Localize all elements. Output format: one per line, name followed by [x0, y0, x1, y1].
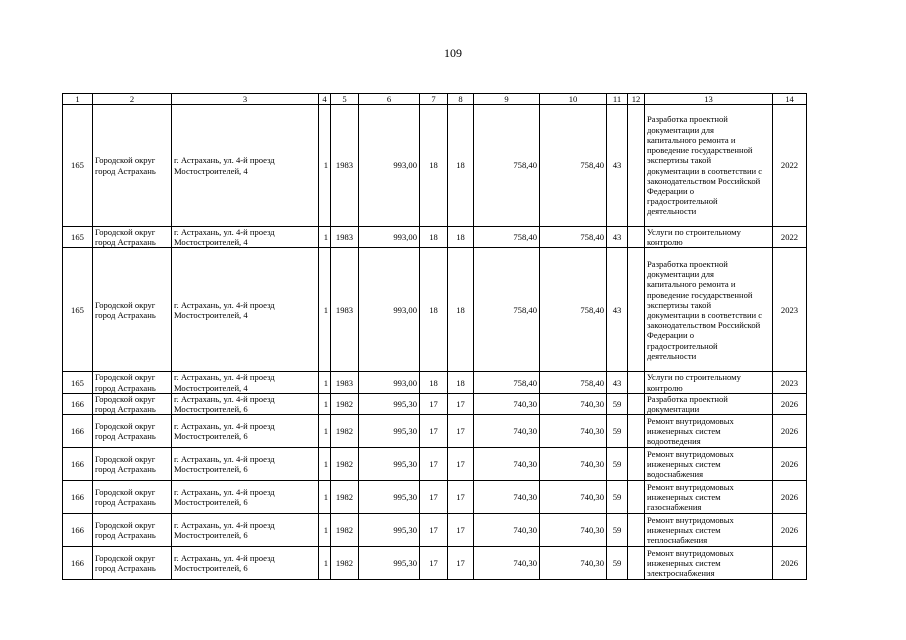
residents-count: 43 [607, 105, 628, 227]
municipality-line: Городской округ [95, 299, 156, 310]
col-4-value: 1 [319, 415, 331, 448]
total-area: 993,00 [359, 227, 420, 248]
col-7-value: 17 [420, 448, 448, 481]
col-8-value: 17 [448, 514, 474, 547]
living-area: 758,40 [474, 105, 540, 227]
address-line: г. Астрахань, ул. 4-й проезд [174, 372, 275, 383]
address [172, 227, 319, 248]
col-7-value: 17 [420, 393, 448, 414]
col-8-value: 17 [448, 393, 474, 414]
residential-area: 758,40 [540, 248, 607, 372]
municipality [93, 393, 172, 414]
address-line: Мостостроителей, 6 [174, 497, 248, 508]
residential-area: 740,30 [540, 514, 607, 547]
year-built: 1983 [331, 248, 359, 372]
work-type-line: Разработка проектной [647, 258, 728, 269]
residents-count: 59 [607, 415, 628, 448]
municipality-line: Городской округ [95, 421, 156, 432]
col-7-value: 17 [420, 514, 448, 547]
year-built: 1982 [331, 481, 359, 514]
col-7-value: 18 [420, 372, 448, 393]
work-type-line: водоснабжения [647, 469, 704, 480]
row-number: 165 [63, 248, 93, 372]
work-type-line: градостроительной [647, 340, 718, 351]
column-header-13: 13 [645, 94, 773, 105]
header-row [63, 94, 807, 105]
work-type-line: газоснабжения [647, 502, 702, 513]
work-type [645, 481, 773, 514]
residents-count: 43 [607, 227, 628, 248]
municipality-line: город Астрахань [95, 464, 156, 475]
work-type [645, 372, 773, 393]
work-type-line: градостроительной [647, 196, 718, 207]
work-type-line: Услуги по строительному [647, 372, 741, 383]
planned-year: 2026 [773, 514, 807, 547]
address-line: Мостостроителей, 6 [174, 530, 248, 541]
column-header-5: 5 [331, 94, 359, 105]
address-line: Мостостроителей, 4 [174, 165, 248, 176]
col-7-value: 17 [420, 415, 448, 448]
planned-year: 2022 [773, 105, 807, 227]
col-4-value: 1 [319, 248, 331, 372]
work-type-line: законодательством Российской [647, 320, 761, 331]
total-area: 995,30 [359, 481, 420, 514]
municipality [93, 105, 172, 227]
year-built: 1982 [331, 514, 359, 547]
work-type [645, 448, 773, 481]
col-4-value: 1 [319, 514, 331, 547]
column-header-2: 2 [93, 94, 172, 105]
work-type [645, 514, 773, 547]
municipality-line: Городской округ [95, 227, 156, 237]
col-8-value: 18 [448, 372, 474, 393]
work-type-line: Разработка проектной [647, 114, 728, 125]
col-8-value: 17 [448, 481, 474, 514]
column-header-9: 9 [474, 94, 540, 105]
column-header-12: 12 [628, 94, 645, 105]
col-12-value [628, 227, 645, 248]
col-12-value [628, 372, 645, 393]
address [172, 514, 319, 547]
municipality [93, 547, 172, 580]
col-7-value: 18 [420, 227, 448, 248]
residents-count: 59 [607, 481, 628, 514]
work-type-line: теплоснабжения [647, 535, 708, 546]
col-12-value [628, 248, 645, 372]
planned-year: 2022 [773, 227, 807, 248]
work-type-line: деятельности [647, 350, 697, 361]
work-type-line: документации для [647, 124, 714, 135]
work-type-line: проведение государственной [647, 145, 753, 156]
col-12-value [628, 415, 645, 448]
address-line: г. Астрахань, ул. 4-й проезд [174, 454, 275, 465]
col-4-value: 1 [319, 393, 331, 414]
col-12-value [628, 547, 645, 580]
work-type-line: Федерации о [647, 330, 695, 341]
municipality-line: город Астрахань [95, 237, 156, 248]
row-number: 165 [63, 227, 93, 248]
column-header-3: 3 [172, 94, 319, 105]
living-area: 758,40 [474, 372, 540, 393]
address [172, 372, 319, 393]
work-type-line: инженерных систем [647, 459, 721, 470]
work-type-line: проведение государственной [647, 289, 753, 300]
col-7-value: 18 [420, 248, 448, 372]
col-8-value: 17 [448, 448, 474, 481]
col-7-value: 17 [420, 481, 448, 514]
total-area: 995,30 [359, 415, 420, 448]
col-8-value: 18 [448, 105, 474, 227]
address-line: Мостостроителей, 4 [174, 382, 248, 393]
table-row [63, 227, 807, 248]
work-type-line: Услуги по строительному [647, 227, 741, 237]
work-type-line: деятельности [647, 206, 697, 217]
col-8-value: 17 [448, 547, 474, 580]
municipality-line: Городской округ [95, 520, 156, 531]
address-line: Мостостроителей, 4 [174, 237, 248, 248]
municipality [93, 415, 172, 448]
living-area: 740,30 [474, 448, 540, 481]
col-4-value: 1 [319, 105, 331, 227]
living-area: 758,40 [474, 248, 540, 372]
municipality-line: город Астрахань [95, 382, 156, 393]
work-type-line: Ремонт внутридомовых [647, 547, 734, 558]
planned-year: 2026 [773, 393, 807, 414]
residential-area: 758,40 [540, 372, 607, 393]
year-built: 1983 [331, 372, 359, 393]
year-built: 1982 [331, 415, 359, 448]
table-row [63, 248, 807, 372]
col-4-value: 1 [319, 481, 331, 514]
municipality-line: Городской округ [95, 553, 156, 564]
col-4-value: 1 [319, 547, 331, 580]
municipality-line: Городской округ [95, 372, 156, 383]
residents-count: 43 [607, 248, 628, 372]
row-number: 166 [63, 448, 93, 481]
address-line: г. Астрахань, ул. 4-й проезд [174, 155, 275, 166]
work-type [645, 105, 773, 227]
col-12-value [628, 514, 645, 547]
work-type-line: инженерных систем [647, 525, 721, 536]
work-type-line: контролю [647, 382, 683, 393]
work-type [645, 227, 773, 248]
work-type-line: Ремонт внутридомовых [647, 448, 734, 459]
work-type [645, 393, 773, 414]
residential-area: 740,30 [540, 448, 607, 481]
repair-program-table [62, 93, 807, 580]
work-type-line: Ремонт внутридомовых [647, 415, 734, 426]
address-line: Мостостроителей, 6 [174, 431, 248, 442]
municipality [93, 372, 172, 393]
address [172, 481, 319, 514]
living-area: 740,30 [474, 547, 540, 580]
residents-count: 59 [607, 547, 628, 580]
work-type-line: капитального ремонта и [647, 134, 736, 145]
residential-area: 740,30 [540, 481, 607, 514]
column-header-6: 6 [359, 94, 420, 105]
work-type-line: законодательством Российской [647, 175, 761, 186]
address [172, 415, 319, 448]
municipality [93, 514, 172, 547]
municipality [93, 227, 172, 248]
address-line: Мостостроителей, 6 [174, 563, 248, 574]
column-header-10: 10 [540, 94, 607, 105]
municipality-line: Городской округ [95, 487, 156, 498]
address [172, 448, 319, 481]
address [172, 547, 319, 580]
col-7-value: 18 [420, 105, 448, 227]
residents-count: 59 [607, 514, 628, 547]
row-number: 166 [63, 415, 93, 448]
work-type-line: Ремонт внутридомовых [647, 481, 734, 492]
total-area: 995,30 [359, 448, 420, 481]
col-8-value: 17 [448, 415, 474, 448]
living-area: 740,30 [474, 481, 540, 514]
municipality-line: город Астрахань [95, 309, 156, 320]
row-number: 166 [63, 547, 93, 580]
total-area: 993,00 [359, 372, 420, 393]
year-built: 1982 [331, 393, 359, 414]
work-type-line: документации для [647, 269, 714, 280]
planned-year: 2026 [773, 415, 807, 448]
work-type-line: Федерации о [647, 185, 695, 196]
col-12-value [628, 393, 645, 414]
address-line: г. Астрахань, ул. 4-й проезд [174, 553, 275, 564]
table-row [63, 481, 807, 514]
work-type [645, 248, 773, 372]
col-8-value: 18 [448, 248, 474, 372]
total-area: 995,30 [359, 514, 420, 547]
planned-year: 2026 [773, 547, 807, 580]
row-number: 166 [63, 481, 93, 514]
col-4-value: 1 [319, 448, 331, 481]
year-built: 1982 [331, 448, 359, 481]
address-line: Мостостроителей, 6 [174, 404, 248, 415]
column-header-8: 8 [448, 94, 474, 105]
work-type-line: капитального ремонта и [647, 279, 736, 290]
municipality-line: город Астрахань [95, 404, 156, 415]
total-area: 995,30 [359, 393, 420, 414]
work-type-line: контролю [647, 237, 683, 248]
col-12-value [628, 105, 645, 227]
work-type-line: электроснабжения [647, 568, 715, 579]
col-4-value: 1 [319, 372, 331, 393]
work-type-line: инженерных систем [647, 492, 721, 503]
page-number: 109 [444, 46, 462, 60]
municipality-line: город Астрахань [95, 165, 156, 176]
table-row [63, 415, 807, 448]
work-type-line: инженерных систем [647, 426, 721, 437]
total-area: 993,00 [359, 248, 420, 372]
column-header-1: 1 [63, 94, 93, 105]
living-area: 758,40 [474, 227, 540, 248]
work-type-line: экспертизы такой [647, 299, 712, 310]
row-number: 165 [63, 105, 93, 227]
address-line: Мостостроителей, 4 [174, 309, 248, 320]
work-type [645, 415, 773, 448]
address-line: г. Астрахань, ул. 4-й проезд [174, 227, 275, 237]
address-line: г. Астрахань, ул. 4-й проезд [174, 421, 275, 432]
living-area: 740,30 [474, 393, 540, 414]
residential-area: 740,30 [540, 415, 607, 448]
municipality [93, 448, 172, 481]
address-line: г. Астрахань, ул. 4-й проезд [174, 520, 275, 531]
residential-area: 740,30 [540, 547, 607, 580]
table-body [63, 105, 807, 580]
table-row [63, 105, 807, 227]
col-12-value [628, 481, 645, 514]
planned-year: 2023 [773, 248, 807, 372]
municipality-line: город Астрахань [95, 530, 156, 541]
work-type-line: Ремонт внутридомовых [647, 514, 734, 525]
address-line: г. Астрахань, ул. 4-й проезд [174, 487, 275, 498]
work-type-line: документации [647, 404, 700, 415]
table-row [63, 514, 807, 547]
municipality-line: Городской округ [95, 454, 156, 465]
column-header-14: 14 [773, 94, 807, 105]
row-number: 166 [63, 393, 93, 414]
municipality [93, 481, 172, 514]
municipality-line: город Астрахань [95, 563, 156, 574]
address-line: г. Астрахань, ул. 4-й проезд [174, 299, 275, 310]
work-type-line: экспертизы такой [647, 155, 712, 166]
residents-count: 59 [607, 393, 628, 414]
work-type-line: документации в соответствии с [647, 309, 763, 320]
col-4-value: 1 [319, 227, 331, 248]
municipality [93, 248, 172, 372]
planned-year: 2026 [773, 481, 807, 514]
planned-year: 2026 [773, 448, 807, 481]
residents-count: 59 [607, 448, 628, 481]
table-row [63, 448, 807, 481]
row-number: 166 [63, 514, 93, 547]
municipality-line: Городской округ [95, 155, 156, 166]
table-header [63, 94, 807, 105]
work-type-line: водоотведения [647, 436, 701, 447]
municipality-line: город Астрахань [95, 431, 156, 442]
address-line: г. Астрахань, ул. 4-й проезд [174, 393, 275, 404]
residential-area: 740,30 [540, 393, 607, 414]
municipality-line: Городской округ [95, 393, 156, 404]
table-row [63, 372, 807, 393]
address-line: Мостостроителей, 6 [174, 464, 248, 475]
table-row [63, 547, 807, 580]
column-header-11: 11 [607, 94, 628, 105]
table-row [63, 393, 807, 414]
work-type [645, 547, 773, 580]
residential-area: 758,40 [540, 105, 607, 227]
year-built: 1983 [331, 105, 359, 227]
year-built: 1983 [331, 227, 359, 248]
planned-year: 2023 [773, 372, 807, 393]
column-header-4: 4 [319, 94, 331, 105]
address [172, 105, 319, 227]
residential-area: 758,40 [540, 227, 607, 248]
column-header-7: 7 [420, 94, 448, 105]
address [172, 248, 319, 372]
row-number: 165 [63, 372, 93, 393]
col-7-value: 17 [420, 547, 448, 580]
total-area: 993,00 [359, 105, 420, 227]
municipality-line: город Астрахань [95, 497, 156, 508]
living-area: 740,30 [474, 514, 540, 547]
work-type-line: инженерных систем [647, 558, 721, 569]
work-type-line: Разработка проектной [647, 393, 728, 404]
living-area: 740,30 [474, 415, 540, 448]
work-type-line: документации в соответствии с [647, 165, 763, 176]
residents-count: 43 [607, 372, 628, 393]
address [172, 393, 319, 414]
col-8-value: 18 [448, 227, 474, 248]
col-12-value [628, 448, 645, 481]
year-built: 1982 [331, 547, 359, 580]
total-area: 995,30 [359, 547, 420, 580]
